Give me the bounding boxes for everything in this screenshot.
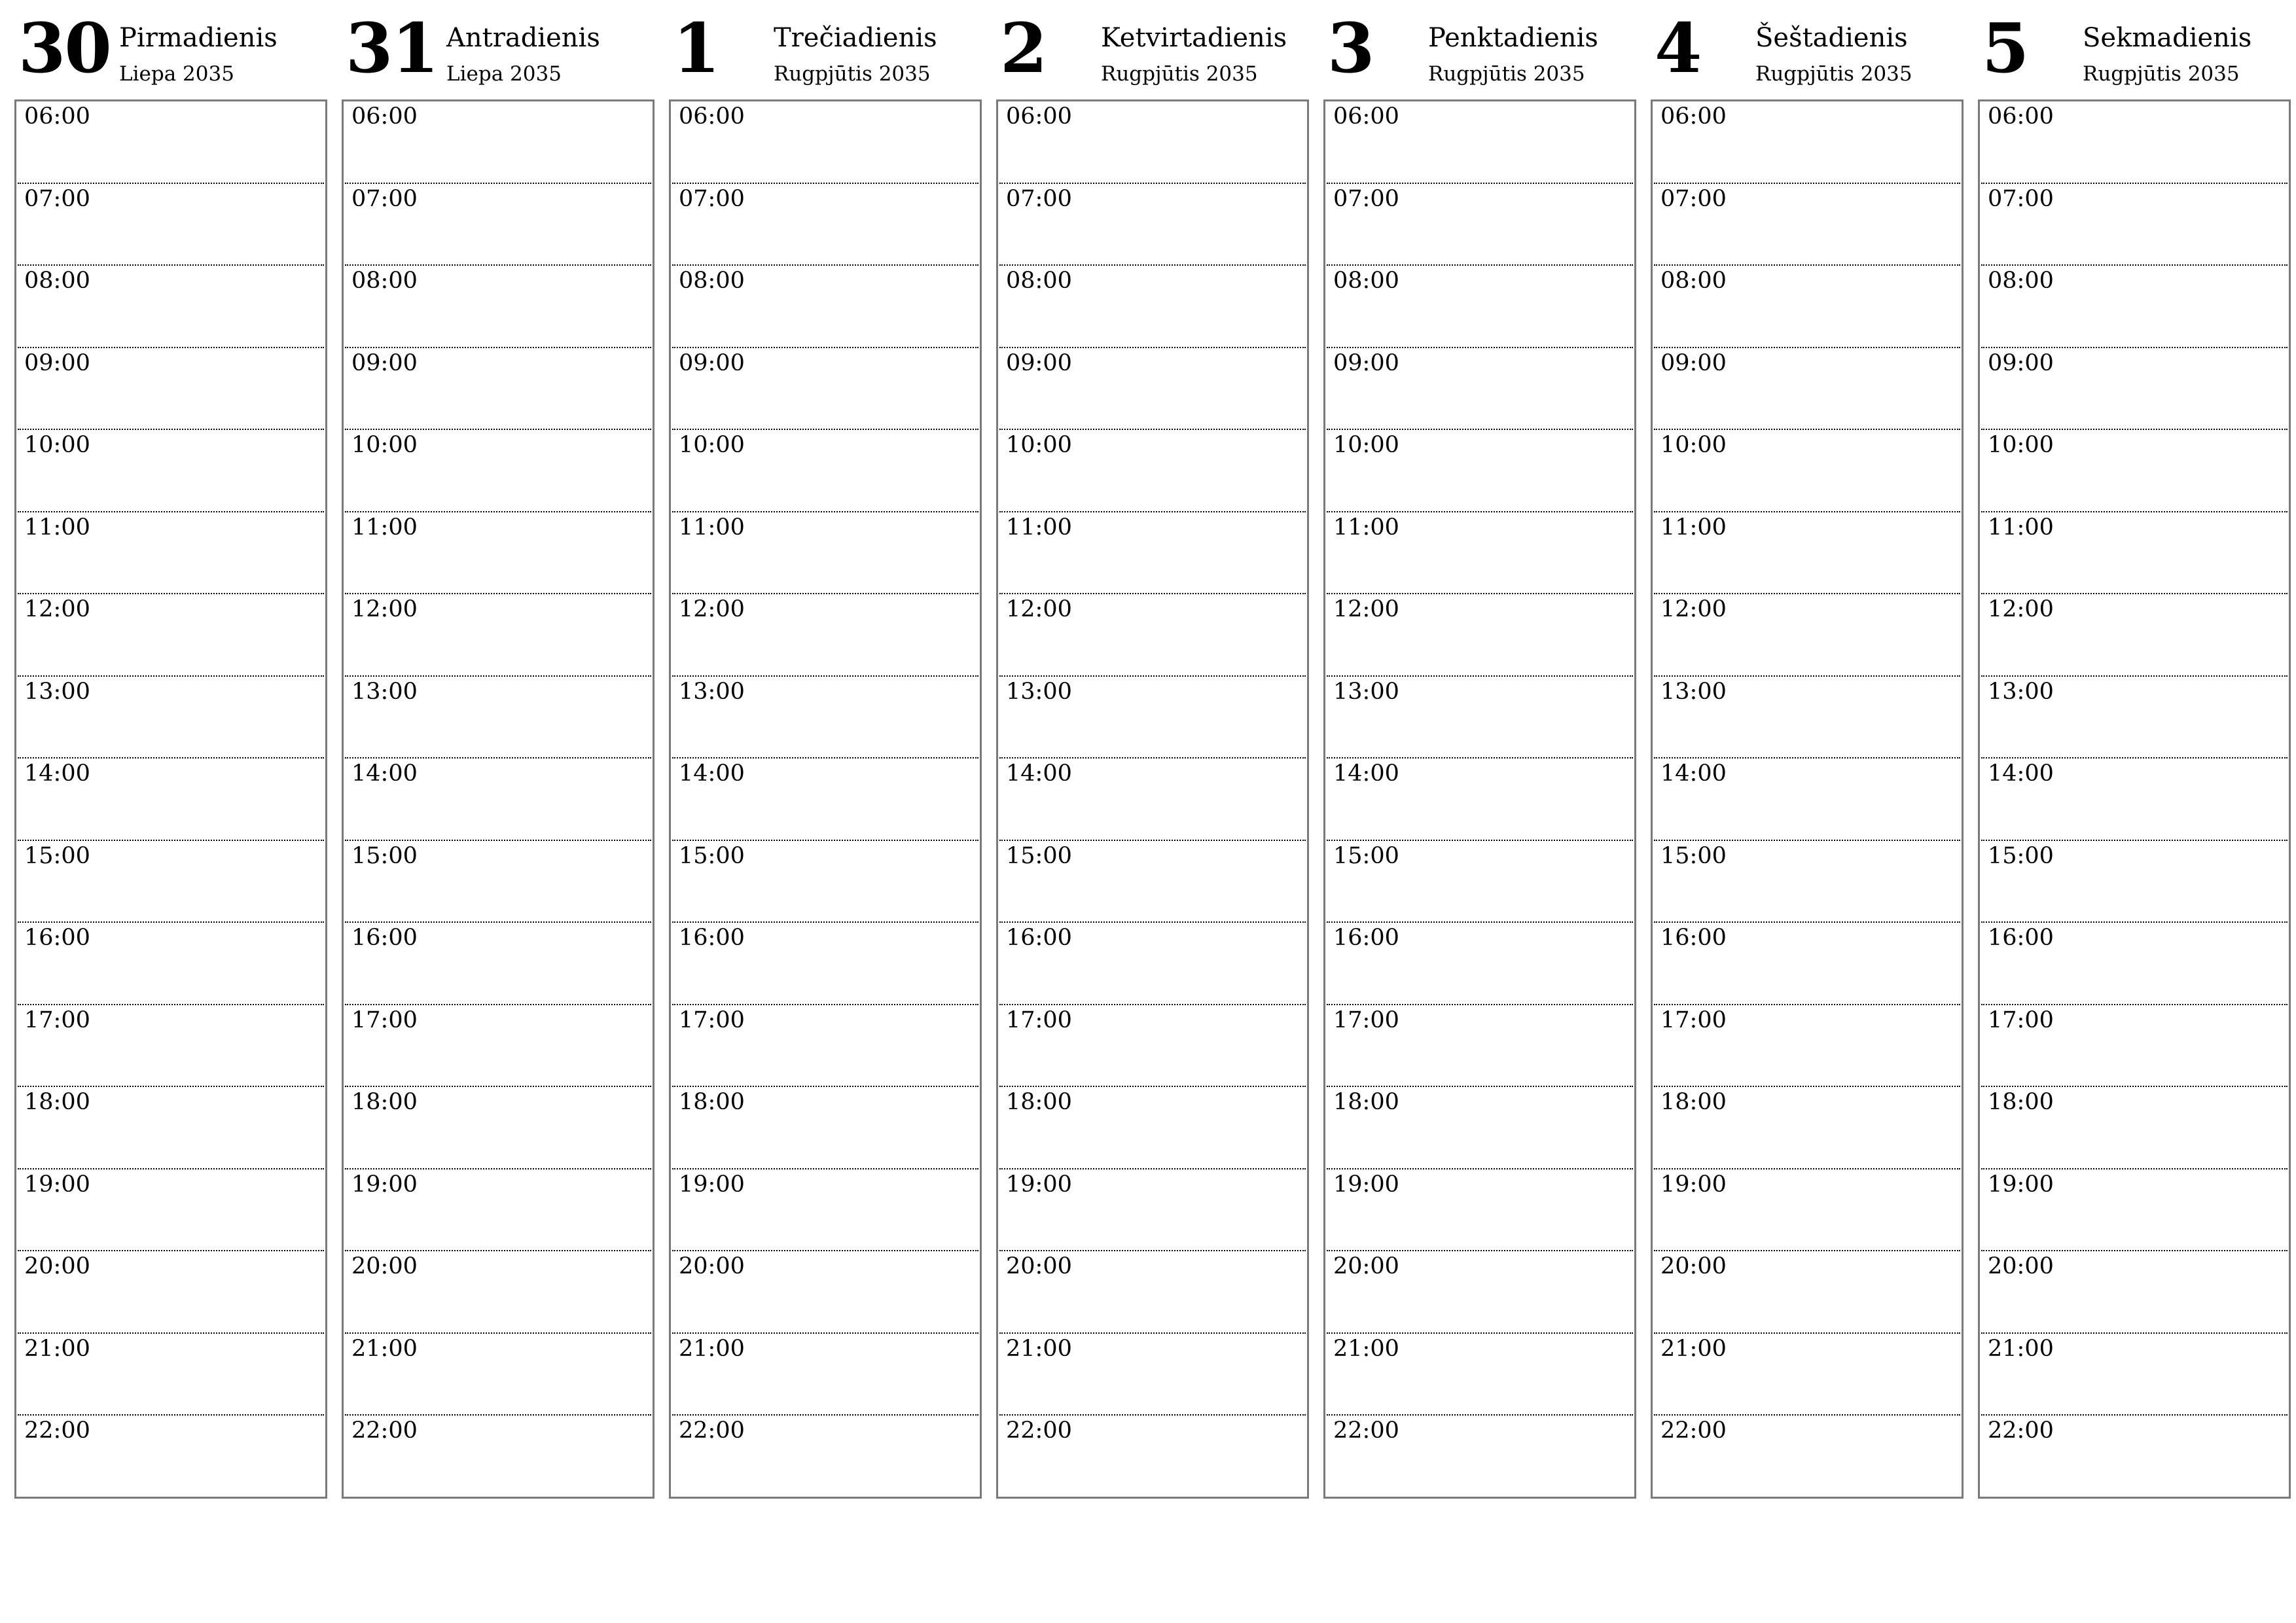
hour-label: 16:00 bbox=[1006, 925, 1072, 951]
hour-slot bbox=[1654, 1005, 1960, 1088]
hour-slot bbox=[1654, 430, 1960, 512]
hour-slot bbox=[1327, 1334, 1633, 1416]
hour-slot bbox=[1981, 1005, 2287, 1088]
hour-label: 09:00 bbox=[679, 349, 745, 376]
hour-label: 14:00 bbox=[1333, 760, 1399, 787]
hour-slot bbox=[1654, 266, 1960, 348]
hour-slot bbox=[345, 1416, 651, 1498]
hour-label: 13:00 bbox=[679, 678, 745, 705]
hour-slot bbox=[345, 841, 651, 923]
hour-label: 07:00 bbox=[679, 185, 745, 212]
hour-slot bbox=[672, 758, 978, 841]
hour-label: 15:00 bbox=[1660, 842, 1727, 869]
hour-slot bbox=[1327, 1087, 1633, 1169]
hour-slot bbox=[672, 1251, 978, 1334]
hour-slot bbox=[1327, 758, 1633, 841]
hour-label: 12:00 bbox=[351, 596, 418, 622]
hour-label: 09:00 bbox=[1006, 349, 1072, 376]
hour-label: 22:00 bbox=[1660, 1418, 1727, 1444]
month-year: Rugpjūtis 2035 bbox=[1101, 62, 1258, 86]
hour-label: 22:00 bbox=[679, 1418, 745, 1444]
weekday-name: Antradienis bbox=[446, 23, 600, 53]
day-header bbox=[996, 0, 1309, 99]
hour-label: 16:00 bbox=[351, 925, 418, 951]
hour-label: 18:00 bbox=[1333, 1089, 1399, 1115]
hour-slot bbox=[672, 1005, 978, 1088]
hour-slot bbox=[345, 184, 651, 266]
hour-slot bbox=[1981, 1416, 2287, 1498]
hour-label: 13:00 bbox=[1333, 678, 1399, 705]
day-number: 4 bbox=[1655, 8, 1701, 88]
hour-slot bbox=[672, 1087, 978, 1169]
hour-label: 14:00 bbox=[1988, 760, 2054, 787]
hour-label: 14:00 bbox=[679, 760, 745, 787]
day-column bbox=[342, 0, 655, 1505]
hour-label: 15:00 bbox=[1988, 842, 2054, 869]
hour-label: 11:00 bbox=[351, 514, 418, 541]
hour-label: 13:00 bbox=[1988, 678, 2054, 705]
hour-label: 17:00 bbox=[1660, 1007, 1727, 1033]
hour-label: 08:00 bbox=[351, 268, 418, 294]
hour-slot bbox=[18, 1251, 324, 1334]
hour-label: 13:00 bbox=[351, 678, 418, 705]
hour-label: 20:00 bbox=[351, 1253, 418, 1279]
hour-slot bbox=[999, 1169, 1306, 1252]
hour-label: 20:00 bbox=[1006, 1253, 1072, 1279]
hour-slot bbox=[1327, 677, 1633, 759]
hour-slot bbox=[999, 1251, 1306, 1334]
hour-label: 15:00 bbox=[1333, 842, 1399, 869]
hour-label: 19:00 bbox=[351, 1171, 418, 1198]
day-column bbox=[14, 0, 327, 1505]
hour-label: 13:00 bbox=[24, 678, 90, 705]
hour-label: 10:00 bbox=[24, 432, 90, 458]
hour-label: 16:00 bbox=[24, 925, 90, 951]
hour-slot bbox=[1981, 101, 2287, 184]
month-year: Rugpjūtis 2035 bbox=[1428, 62, 1585, 86]
hour-slot bbox=[1981, 184, 2287, 266]
hour-label: 20:00 bbox=[1988, 1253, 2054, 1279]
hour-label: 11:00 bbox=[1006, 514, 1072, 541]
hour-label: 09:00 bbox=[351, 349, 418, 376]
hour-slot bbox=[18, 512, 324, 595]
hour-slot bbox=[1981, 594, 2287, 677]
hour-label: 07:00 bbox=[351, 185, 418, 212]
day-schedule-box bbox=[1651, 99, 1964, 1499]
day-schedule-box bbox=[1323, 99, 1636, 1499]
day-schedule-box bbox=[669, 99, 982, 1499]
hour-slot bbox=[672, 348, 978, 431]
hour-label: 22:00 bbox=[351, 1418, 418, 1444]
hour-slot bbox=[1981, 1087, 2287, 1169]
hour-slot bbox=[345, 1334, 651, 1416]
hour-slot bbox=[1654, 677, 1960, 759]
hour-label: 15:00 bbox=[351, 842, 418, 869]
hour-label: 17:00 bbox=[679, 1007, 745, 1033]
month-year: Rugpjūtis 2035 bbox=[1755, 62, 1912, 86]
hour-label: 20:00 bbox=[24, 1253, 90, 1279]
hour-label: 13:00 bbox=[1660, 678, 1727, 705]
hour-slot bbox=[999, 1416, 1306, 1498]
hour-slot bbox=[672, 101, 978, 184]
hour-slot bbox=[1327, 348, 1633, 431]
hour-slot bbox=[672, 266, 978, 348]
hour-label: 16:00 bbox=[1660, 925, 1727, 951]
hour-slot bbox=[1327, 266, 1633, 348]
hour-slot bbox=[999, 677, 1306, 759]
hour-slot bbox=[1654, 1334, 1960, 1416]
hour-label: 19:00 bbox=[24, 1171, 90, 1198]
hour-slot bbox=[672, 1334, 978, 1416]
weekday-name: Pirmadienis bbox=[119, 23, 278, 53]
weekday-name: Trečiadienis bbox=[774, 23, 937, 53]
hour-slot bbox=[672, 923, 978, 1005]
day-header bbox=[1978, 0, 2291, 99]
hour-slot bbox=[18, 1087, 324, 1169]
hour-slot bbox=[1654, 348, 1960, 431]
hour-label: 19:00 bbox=[679, 1171, 745, 1198]
day-number: 31 bbox=[346, 8, 438, 88]
hour-slot bbox=[1654, 101, 1960, 184]
hour-slot bbox=[999, 1334, 1306, 1416]
hour-label: 17:00 bbox=[24, 1007, 90, 1033]
hour-label: 17:00 bbox=[1988, 1007, 2054, 1033]
hour-label: 14:00 bbox=[351, 760, 418, 787]
hour-slot bbox=[672, 184, 978, 266]
hour-label: 18:00 bbox=[24, 1089, 90, 1115]
hour-slot bbox=[1327, 923, 1633, 1005]
hour-label: 17:00 bbox=[351, 1007, 418, 1033]
hour-slot bbox=[18, 348, 324, 431]
weekday-name: Penktadienis bbox=[1428, 23, 1598, 53]
hour-slot bbox=[1654, 184, 1960, 266]
hour-slot bbox=[999, 1005, 1306, 1088]
hour-slot bbox=[345, 430, 651, 512]
hour-slot bbox=[345, 266, 651, 348]
weekly-planner bbox=[14, 0, 2292, 1505]
hour-label: 08:00 bbox=[1333, 268, 1399, 294]
hour-label: 14:00 bbox=[1660, 760, 1727, 787]
weekday-name: Ketvirtadienis bbox=[1101, 23, 1287, 53]
hour-label: 12:00 bbox=[1988, 596, 2054, 622]
hour-slot bbox=[345, 758, 651, 841]
hour-label: 07:00 bbox=[24, 185, 90, 212]
hour-slot bbox=[672, 430, 978, 512]
hour-label: 12:00 bbox=[24, 596, 90, 622]
day-schedule-box bbox=[14, 99, 327, 1499]
hour-label: 10:00 bbox=[1333, 432, 1399, 458]
hour-label: 21:00 bbox=[1006, 1335, 1072, 1362]
hour-slot bbox=[345, 512, 651, 595]
hour-slot bbox=[1327, 1251, 1633, 1334]
hour-slot bbox=[1654, 1251, 1960, 1334]
weekday-name: Sekmadienis bbox=[2083, 23, 2252, 53]
hour-slot bbox=[18, 1334, 324, 1416]
hour-slot bbox=[1327, 1416, 1633, 1498]
hour-label: 11:00 bbox=[1660, 514, 1727, 541]
hour-label: 10:00 bbox=[351, 432, 418, 458]
hour-label: 12:00 bbox=[1006, 596, 1072, 622]
hour-label: 15:00 bbox=[1006, 842, 1072, 869]
hour-label: 19:00 bbox=[1006, 1171, 1072, 1198]
hour-slot bbox=[345, 1087, 651, 1169]
day-header bbox=[669, 0, 982, 99]
hour-slot bbox=[345, 1005, 651, 1088]
hour-label: 11:00 bbox=[1333, 514, 1399, 541]
month-year: Rugpjūtis 2035 bbox=[774, 62, 931, 86]
month-year: Rugpjūtis 2035 bbox=[2083, 62, 2240, 86]
hour-slot bbox=[18, 101, 324, 184]
hour-label: 10:00 bbox=[1006, 432, 1072, 458]
hour-label: 09:00 bbox=[1988, 349, 2054, 376]
hour-label: 07:00 bbox=[1006, 185, 1072, 212]
day-column bbox=[1323, 0, 1636, 1505]
hour-label: 12:00 bbox=[1660, 596, 1727, 622]
hour-label: 19:00 bbox=[1333, 1171, 1399, 1198]
hour-label: 07:00 bbox=[1988, 185, 2054, 212]
hour-label: 16:00 bbox=[1333, 925, 1399, 951]
hour-slot bbox=[1327, 184, 1633, 266]
hour-slot bbox=[1981, 266, 2287, 348]
hour-slot bbox=[18, 841, 324, 923]
hour-label: 07:00 bbox=[1660, 185, 1727, 212]
hour-label: 12:00 bbox=[679, 596, 745, 622]
hour-slot bbox=[1981, 923, 2287, 1005]
hour-slot bbox=[1327, 1005, 1633, 1088]
hour-slot bbox=[672, 594, 978, 677]
hour-slot bbox=[1654, 594, 1960, 677]
hour-label: 11:00 bbox=[679, 514, 745, 541]
hour-slot bbox=[672, 677, 978, 759]
hour-slot bbox=[999, 923, 1306, 1005]
hour-slot bbox=[1327, 512, 1633, 595]
day-header bbox=[14, 0, 327, 99]
hour-slot bbox=[1981, 1334, 2287, 1416]
hour-slot bbox=[1981, 512, 2287, 595]
hour-label: 09:00 bbox=[24, 349, 90, 376]
hour-label: 09:00 bbox=[1660, 349, 1727, 376]
hour-slot bbox=[1327, 1169, 1633, 1252]
hour-label: 21:00 bbox=[1988, 1335, 2054, 1362]
hour-label: 15:00 bbox=[679, 842, 745, 869]
hour-label: 16:00 bbox=[679, 925, 745, 951]
weekday-name: Šeštadienis bbox=[1755, 23, 1908, 53]
hour-label: 18:00 bbox=[1006, 1089, 1072, 1115]
hour-slot bbox=[18, 1169, 324, 1252]
hour-slot bbox=[345, 1251, 651, 1334]
hour-slot bbox=[999, 348, 1306, 431]
hour-slot bbox=[999, 184, 1306, 266]
hour-slot bbox=[1981, 348, 2287, 431]
hour-slot bbox=[18, 677, 324, 759]
hour-label: 10:00 bbox=[679, 432, 745, 458]
hour-slot bbox=[345, 594, 651, 677]
hour-label: 06:00 bbox=[1988, 103, 2054, 130]
hour-label: 22:00 bbox=[1006, 1418, 1072, 1444]
hour-slot bbox=[1981, 430, 2287, 512]
hour-label: 08:00 bbox=[679, 268, 745, 294]
hour-slot bbox=[1654, 1416, 1960, 1498]
hour-label: 17:00 bbox=[1006, 1007, 1072, 1033]
hour-label: 10:00 bbox=[1988, 432, 2054, 458]
hour-slot bbox=[18, 1005, 324, 1088]
hour-label: 20:00 bbox=[679, 1253, 745, 1279]
month-year: Liepa 2035 bbox=[119, 62, 234, 86]
hour-label: 19:00 bbox=[1660, 1171, 1727, 1198]
day-column bbox=[669, 0, 982, 1505]
hour-label: 18:00 bbox=[351, 1089, 418, 1115]
hour-label: 21:00 bbox=[1333, 1335, 1399, 1362]
hour-slot bbox=[345, 348, 651, 431]
hour-slot bbox=[672, 1169, 978, 1252]
hour-label: 21:00 bbox=[351, 1335, 418, 1362]
day-header bbox=[342, 0, 655, 99]
hour-slot bbox=[1981, 758, 2287, 841]
hour-label: 22:00 bbox=[1333, 1418, 1399, 1444]
hour-label: 13:00 bbox=[1006, 678, 1072, 705]
day-number: 5 bbox=[1982, 8, 2028, 88]
day-schedule-box bbox=[342, 99, 655, 1499]
hour-slot bbox=[18, 430, 324, 512]
day-header bbox=[1323, 0, 1636, 99]
hour-label: 11:00 bbox=[24, 514, 90, 541]
hour-slot bbox=[1654, 1169, 1960, 1252]
hour-label: 11:00 bbox=[1988, 514, 2054, 541]
hour-slot bbox=[18, 758, 324, 841]
hour-label: 08:00 bbox=[24, 268, 90, 294]
day-number: 30 bbox=[18, 8, 111, 88]
hour-slot bbox=[999, 430, 1306, 512]
hour-slot bbox=[1981, 1169, 2287, 1252]
hour-label: 06:00 bbox=[1333, 103, 1399, 130]
hour-slot bbox=[999, 101, 1306, 184]
hour-slot bbox=[18, 1416, 324, 1498]
hour-label: 09:00 bbox=[1333, 349, 1399, 376]
hour-label: 22:00 bbox=[24, 1418, 90, 1444]
hour-label: 10:00 bbox=[1660, 432, 1727, 458]
hour-slot bbox=[18, 594, 324, 677]
hour-slot bbox=[1327, 841, 1633, 923]
day-column bbox=[1651, 0, 1964, 1505]
hour-slot bbox=[345, 1169, 651, 1252]
hour-label: 06:00 bbox=[1006, 103, 1072, 130]
hour-slot bbox=[999, 1087, 1306, 1169]
hour-slot bbox=[18, 184, 324, 266]
hour-label: 08:00 bbox=[1006, 268, 1072, 294]
hour-slot bbox=[345, 923, 651, 1005]
hour-slot bbox=[1327, 101, 1633, 184]
hour-label: 06:00 bbox=[679, 103, 745, 130]
hour-label: 20:00 bbox=[1333, 1253, 1399, 1279]
hour-slot bbox=[1654, 512, 1960, 595]
hour-label: 06:00 bbox=[351, 103, 418, 130]
hour-slot bbox=[345, 677, 651, 759]
month-year: Liepa 2035 bbox=[446, 62, 562, 86]
hour-label: 07:00 bbox=[1333, 185, 1399, 212]
hour-label: 06:00 bbox=[24, 103, 90, 130]
day-number: 3 bbox=[1327, 8, 1374, 88]
hour-slot bbox=[999, 594, 1306, 677]
day-schedule-box bbox=[1978, 99, 2291, 1499]
hour-slot bbox=[999, 266, 1306, 348]
hour-label: 14:00 bbox=[1006, 760, 1072, 787]
hour-slot bbox=[672, 841, 978, 923]
day-schedule-box bbox=[996, 99, 1309, 1499]
hour-label: 12:00 bbox=[1333, 596, 1399, 622]
hour-slot bbox=[18, 923, 324, 1005]
day-column bbox=[996, 0, 1309, 1505]
hour-label: 16:00 bbox=[1988, 925, 2054, 951]
hour-label: 14:00 bbox=[24, 760, 90, 787]
hour-label: 18:00 bbox=[1988, 1089, 2054, 1115]
day-column bbox=[1978, 0, 2291, 1505]
hour-slot bbox=[1327, 430, 1633, 512]
hour-label: 08:00 bbox=[1988, 268, 2054, 294]
hour-label: 17:00 bbox=[1333, 1007, 1399, 1033]
day-number: 1 bbox=[673, 8, 719, 88]
hour-slot bbox=[999, 758, 1306, 841]
hour-label: 18:00 bbox=[679, 1089, 745, 1115]
hour-label: 15:00 bbox=[24, 842, 90, 869]
hour-label: 08:00 bbox=[1660, 268, 1727, 294]
hour-label: 21:00 bbox=[679, 1335, 745, 1362]
hour-slot bbox=[345, 101, 651, 184]
hour-label: 22:00 bbox=[1988, 1418, 2054, 1444]
hour-slot bbox=[672, 1416, 978, 1498]
hour-slot bbox=[1981, 841, 2287, 923]
hour-label: 18:00 bbox=[1660, 1089, 1727, 1115]
day-number: 2 bbox=[1000, 8, 1047, 88]
hour-label: 20:00 bbox=[1660, 1253, 1727, 1279]
hour-slot bbox=[999, 512, 1306, 595]
hour-slot bbox=[1654, 841, 1960, 923]
hour-slot bbox=[999, 841, 1306, 923]
hour-label: 21:00 bbox=[1660, 1335, 1727, 1362]
hour-slot bbox=[1981, 677, 2287, 759]
hour-slot bbox=[1654, 923, 1960, 1005]
hour-slot bbox=[1327, 594, 1633, 677]
hour-slot bbox=[1654, 1087, 1960, 1169]
day-header bbox=[1651, 0, 1964, 99]
hour-label: 19:00 bbox=[1988, 1171, 2054, 1198]
hour-slot bbox=[672, 512, 978, 595]
hour-label: 06:00 bbox=[1660, 103, 1727, 130]
hour-slot bbox=[18, 266, 324, 348]
hour-slot bbox=[1654, 758, 1960, 841]
hour-label: 21:00 bbox=[24, 1335, 90, 1362]
hour-slot bbox=[1981, 1251, 2287, 1334]
